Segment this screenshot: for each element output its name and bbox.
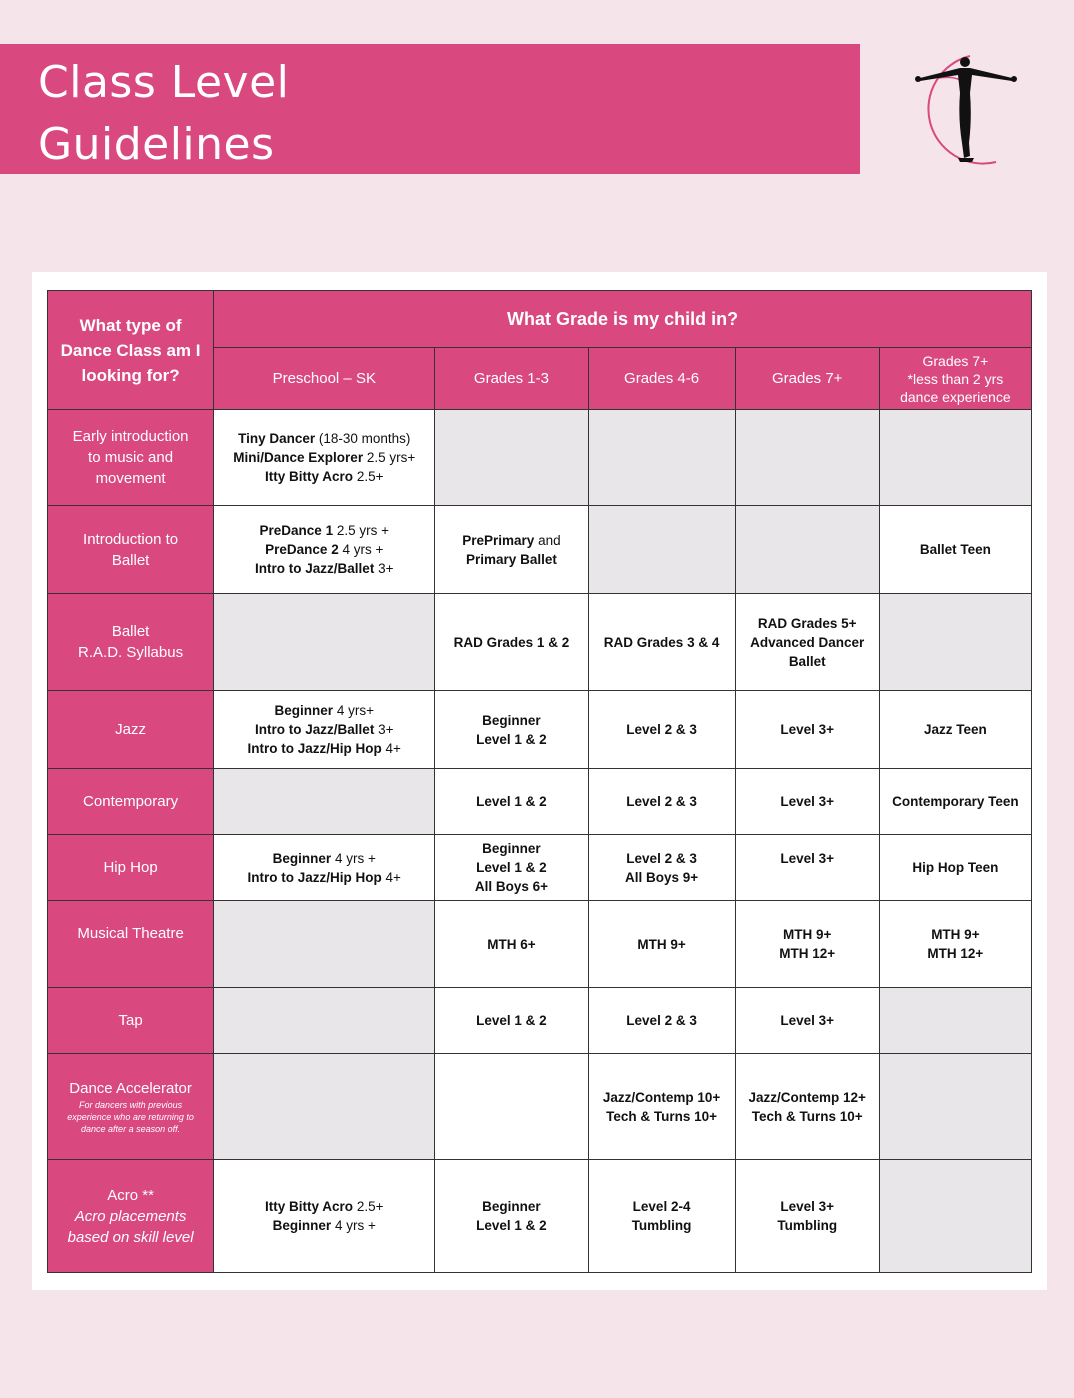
cell-hiphop-grades-4-6: Level 2 & 3 All Boys 9+ bbox=[588, 835, 735, 901]
empty-cell bbox=[435, 1054, 588, 1160]
dancer-logo-icon bbox=[908, 48, 1023, 168]
empty-cell bbox=[879, 1160, 1031, 1273]
cell-contemporary-grades-4-6: Level 2 & 3 bbox=[588, 769, 735, 835]
category-dance-accelerator: Dance Accelerator For dancers with previous experience who are returning to dance after a season off. bbox=[48, 1054, 214, 1160]
cell-acro-grades-4-6: Level 2-4 Tumbling bbox=[588, 1160, 735, 1273]
category-tap: Tap bbox=[48, 988, 214, 1054]
empty-cell bbox=[879, 594, 1031, 691]
cell-acro-preschool: Itty Bitty Acro 2.5+ Beginner 4 yrs + bbox=[214, 1160, 435, 1273]
page-title bbox=[38, 52, 289, 176]
cell-mt-grades-7: MTH 9+ MTH 12+ bbox=[735, 901, 879, 988]
cell-intro-ballet-grades-1-3: PrePrimary and Primary Ballet bbox=[435, 506, 588, 594]
table-row bbox=[48, 594, 1032, 691]
cell-contemporary-teen: Contemporary Teen bbox=[879, 769, 1031, 835]
grade-7-plus-beginner: Grades 7+ *less than 2 yrs dance experience bbox=[879, 348, 1031, 410]
guidelines-sheet bbox=[32, 272, 1047, 1290]
cell-contemporary-grades-7: Level 3+ bbox=[735, 769, 879, 835]
empty-cell bbox=[588, 506, 735, 594]
table-row bbox=[48, 691, 1032, 769]
category-hip-hop: Hip Hop bbox=[48, 835, 214, 901]
title-banner bbox=[0, 44, 860, 174]
empty-cell bbox=[588, 410, 735, 506]
title-line-2: Guidelines bbox=[38, 119, 275, 170]
table-row bbox=[48, 835, 1032, 901]
category-ballet-rad: Ballet R.A.D. Syllabus bbox=[48, 594, 214, 691]
grade-4-6: Grades 4-6 bbox=[588, 348, 735, 410]
cell-jazz-teen: Jazz Teen bbox=[879, 691, 1031, 769]
cell-mt-grades-1-3: MTH 6+ bbox=[435, 901, 588, 988]
table-row bbox=[48, 988, 1032, 1054]
cell-intro-ballet-teen: Ballet Teen bbox=[879, 506, 1031, 594]
cell-early-preschool: Tiny Dancer (18-30 months) Mini/Dance Explorer 2.5 yrs+ Itty Bitty Acro 2.5+ bbox=[214, 410, 435, 506]
cell-tap-grades-4-6: Level 2 & 3 bbox=[588, 988, 735, 1054]
grade-7-plus: Grades 7+ bbox=[735, 348, 879, 410]
grade-preschool: Preschool – SK bbox=[214, 348, 435, 410]
cell-tap-grades-1-3: Level 1 & 2 bbox=[435, 988, 588, 1054]
cell-jazz-grades-1-3: Beginner Level 1 & 2 bbox=[435, 691, 588, 769]
empty-cell bbox=[879, 410, 1031, 506]
cell-accel-grades-4-6: Jazz/Contemp 10+ Tech & Turns 10+ bbox=[588, 1054, 735, 1160]
empty-cell bbox=[214, 988, 435, 1054]
empty-cell bbox=[214, 901, 435, 988]
empty-cell bbox=[879, 988, 1031, 1054]
empty-cell bbox=[214, 594, 435, 691]
empty-cell bbox=[735, 410, 879, 506]
table-row bbox=[48, 769, 1032, 835]
title-line-1: Class Level bbox=[38, 57, 290, 108]
cell-hiphop-teen: Hip Hop Teen bbox=[879, 835, 1031, 901]
empty-cell bbox=[735, 506, 879, 594]
cell-hiphop-preschool: Beginner 4 yrs + Intro to Jazz/Hip Hop 4+ bbox=[214, 835, 435, 901]
cell-rad-grades-4-6: RAD Grades 3 & 4 bbox=[588, 594, 735, 691]
category-musical-theatre: Musical Theatre bbox=[48, 901, 214, 988]
table-row bbox=[48, 1160, 1032, 1273]
empty-cell bbox=[214, 769, 435, 835]
table-row bbox=[48, 410, 1032, 506]
category-contemporary: Contemporary bbox=[48, 769, 214, 835]
category-acro: Acro ** Acro placements based on skill level bbox=[48, 1160, 214, 1273]
cell-rad-grades-1-3: RAD Grades 1 & 2 bbox=[435, 594, 588, 691]
table-row bbox=[48, 901, 1032, 988]
cell-acro-grades-7: Level 3+ Tumbling bbox=[735, 1160, 879, 1273]
grade-1-3: Grades 1-3 bbox=[435, 348, 588, 410]
empty-cell bbox=[435, 410, 588, 506]
cell-tap-grades-7: Level 3+ bbox=[735, 988, 879, 1054]
category-early-introduction: Early introduction to music and movement bbox=[48, 410, 214, 506]
cell-hiphop-grades-7: Level 3+ bbox=[735, 835, 879, 901]
cell-rad-grades-7: RAD Grades 5+ Advanced Dancer Ballet bbox=[735, 594, 879, 691]
table-row bbox=[48, 1054, 1032, 1160]
cell-mt-teen: MTH 9+ MTH 12+ bbox=[879, 901, 1031, 988]
cell-intro-ballet-preschool: PreDance 1 2.5 yrs + PreDance 2 4 yrs + Intro to Jazz/Ballet 3+ bbox=[214, 506, 435, 594]
cell-mt-grades-4-6: MTH 9+ bbox=[588, 901, 735, 988]
cell-accel-grades-7: Jazz/Contemp 12+ Tech & Turns 10+ bbox=[735, 1054, 879, 1160]
cell-contemporary-grades-1-3: Level 1 & 2 bbox=[435, 769, 588, 835]
empty-cell bbox=[879, 1054, 1031, 1160]
category-intro-ballet: Introduction to Ballet bbox=[48, 506, 214, 594]
cell-acro-grades-1-3: Beginner Level 1 & 2 bbox=[435, 1160, 588, 1273]
empty-cell bbox=[214, 1054, 435, 1160]
class-level-table bbox=[47, 290, 1032, 1273]
cell-jazz-grades-4-6: Level 2 & 3 bbox=[588, 691, 735, 769]
grade-header: What Grade is my child in? bbox=[214, 291, 1032, 348]
cell-hiphop-grades-1-3: Beginner Level 1 & 2 All Boys 6+ bbox=[435, 835, 588, 901]
category-jazz: Jazz bbox=[48, 691, 214, 769]
cell-jazz-grades-7: Level 3+ bbox=[735, 691, 879, 769]
cell-jazz-preschool: Beginner 4 yrs+ Intro to Jazz/Ballet 3+ Intro to Jazz/Hip Hop 4+ bbox=[214, 691, 435, 769]
dance-class-type-header: What type of Dance Class am I looking for? bbox=[48, 291, 214, 410]
table-row bbox=[48, 506, 1032, 594]
